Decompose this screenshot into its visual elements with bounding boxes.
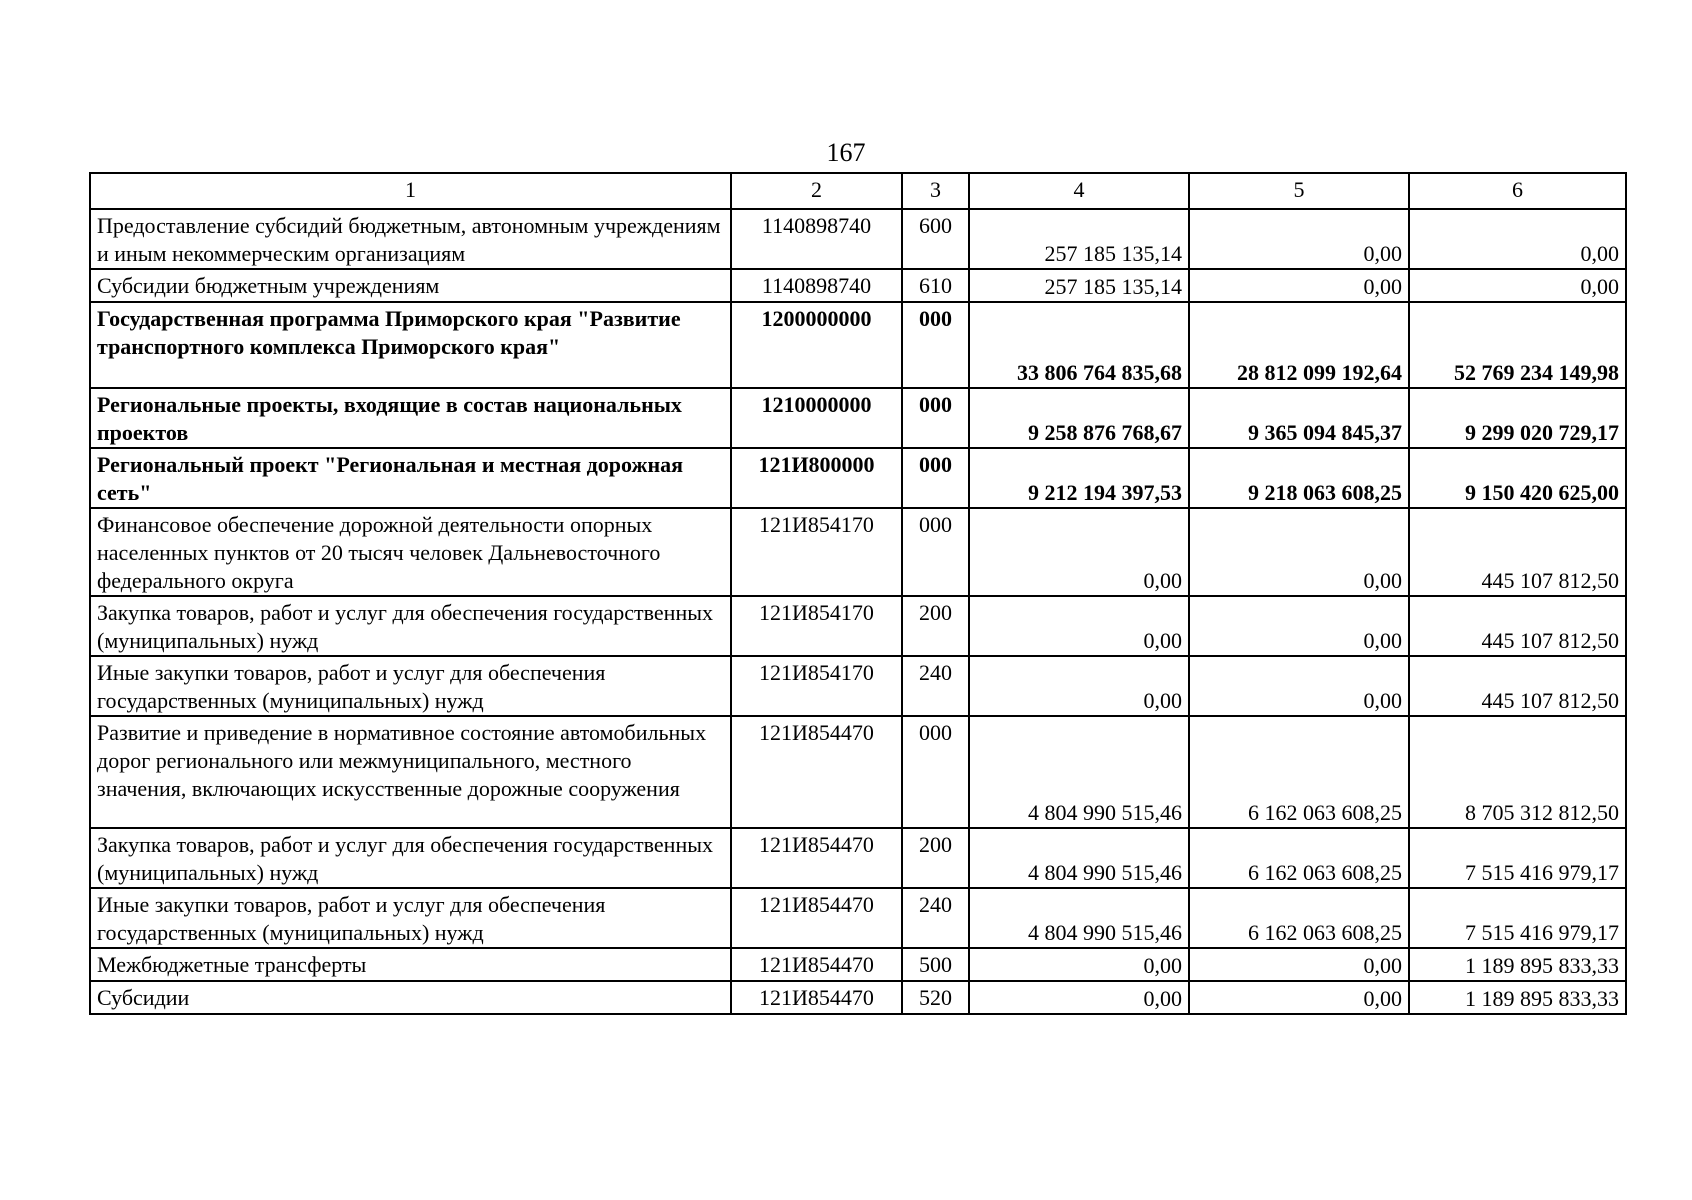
row-amount-col4-cell: 0,00	[969, 981, 1189, 1014]
row-code-cell: 1200000000	[731, 302, 902, 388]
row-type-cell: 240	[902, 888, 969, 948]
row-name-cell: Иные закупки товаров, работ и услуг для обеспечения государственных (муниципальных) нужд	[90, 656, 731, 716]
row-name-cell: Закупка товаров, работ и услуг для обеспечения государственных (муниципальных) нужд	[90, 828, 731, 888]
row-amount-col4-cell: 4 804 990 515,46	[969, 716, 1189, 828]
table-row	[90, 828, 1626, 888]
column-header: 3	[902, 173, 969, 209]
row-name-cell: Субсидии	[90, 981, 731, 1014]
row-amount-col5-cell: 6 162 063 608,25	[1189, 888, 1409, 948]
column-header: 2	[731, 173, 902, 209]
row-amount-col4-cell: 9 212 194 397,53	[969, 448, 1189, 508]
row-amount-col6-cell: 8 705 312 812,50	[1409, 716, 1626, 828]
row-amount-col5-cell: 6 162 063 608,25	[1189, 828, 1409, 888]
table-row	[90, 716, 1626, 828]
column-header: 6	[1409, 173, 1626, 209]
row-amount-col4-cell: 4 804 990 515,46	[969, 828, 1189, 888]
table-row	[90, 656, 1626, 716]
row-code-cell: 1140898740	[731, 209, 902, 269]
row-amount-col5-cell: 28 812 099 192,64	[1189, 302, 1409, 388]
row-amount-col5-cell: 9 218 063 608,25	[1189, 448, 1409, 508]
header-row	[90, 173, 1626, 209]
page-number: 167	[826, 138, 866, 167]
row-amount-col6-cell: 7 515 416 979,17	[1409, 828, 1626, 888]
row-amount-col6-cell: 52 769 234 149,98	[1409, 302, 1626, 388]
row-name-cell: Региональный проект "Региональная и местная дорожная сеть"	[90, 448, 731, 508]
row-amount-col6-cell: 9 299 020 729,17	[1409, 388, 1626, 448]
table-row	[90, 596, 1626, 656]
row-amount-col4-cell: 0,00	[969, 656, 1189, 716]
column-header: 5	[1189, 173, 1409, 209]
row-name-cell: Закупка товаров, работ и услуг для обеспечения государственных (муниципальных) нужд	[90, 596, 731, 656]
row-amount-col6-cell: 1 189 895 833,33	[1409, 981, 1626, 1014]
row-type-cell: 200	[902, 828, 969, 888]
row-code-cell: 121И854470	[731, 981, 902, 1014]
row-amount-col6-cell: 0,00	[1409, 209, 1626, 269]
row-type-cell: 000	[902, 388, 969, 448]
row-type-cell: 000	[902, 508, 969, 596]
row-amount-col6-cell: 0,00	[1409, 269, 1626, 302]
row-type-cell: 500	[902, 948, 969, 981]
table-row	[90, 948, 1626, 981]
row-amount-col6-cell: 445 107 812,50	[1409, 508, 1626, 596]
row-amount-col4-cell: 257 185 135,14	[969, 269, 1189, 302]
row-name-cell: Предоставление субсидий бюджетным, автономным учреждениям и иным некоммерческим организациям	[90, 209, 731, 269]
row-name-cell: Развитие и приведение в нормативное состояние автомобильных дорог регионального или межмуниципального, местного значения, включающих искусственные дорожные сооружения	[90, 716, 731, 828]
row-name-cell: Межбюджетные трансферты	[90, 948, 731, 981]
row-amount-col6-cell: 1 189 895 833,33	[1409, 948, 1626, 981]
table-row	[90, 302, 1626, 388]
row-amount-col4-cell: 0,00	[969, 948, 1189, 981]
row-amount-col5-cell: 0,00	[1189, 981, 1409, 1014]
budget-table	[89, 172, 1627, 1015]
table-body	[90, 209, 1626, 1014]
row-name-cell: Финансовое обеспечение дорожной деятельности опорных населенных пунктов от 20 тысяч человек Дальневосточного федерального округа	[90, 508, 731, 596]
row-amount-col4-cell: 0,00	[969, 508, 1189, 596]
row-code-cell: 121И854470	[731, 716, 902, 828]
row-type-cell: 520	[902, 981, 969, 1014]
row-type-cell: 240	[902, 656, 969, 716]
row-amount-col5-cell: 0,00	[1189, 209, 1409, 269]
row-amount-col4-cell: 33 806 764 835,68	[969, 302, 1189, 388]
row-code-cell: 1140898740	[731, 269, 902, 302]
row-amount-col6-cell: 445 107 812,50	[1409, 656, 1626, 716]
table-row	[90, 888, 1626, 948]
row-code-cell: 121И854470	[731, 888, 902, 948]
row-name-cell: Субсидии бюджетным учреждениям	[90, 269, 731, 302]
row-amount-col5-cell: 9 365 094 845,37	[1189, 388, 1409, 448]
row-amount-col5-cell: 0,00	[1189, 656, 1409, 716]
row-name-cell: Иные закупки товаров, работ и услуг для обеспечения государственных (муниципальных) нужд	[90, 888, 731, 948]
table-row	[90, 269, 1626, 302]
row-code-cell: 121И854470	[731, 828, 902, 888]
row-type-cell: 600	[902, 209, 969, 269]
row-amount-col5-cell: 0,00	[1189, 948, 1409, 981]
row-code-cell: 121И854170	[731, 508, 902, 596]
row-amount-col6-cell: 7 515 416 979,17	[1409, 888, 1626, 948]
table-row	[90, 388, 1626, 448]
table-row	[90, 448, 1626, 508]
row-amount-col5-cell: 0,00	[1189, 596, 1409, 656]
row-amount-col4-cell: 0,00	[969, 596, 1189, 656]
row-type-cell: 200	[902, 596, 969, 656]
row-code-cell: 121И854170	[731, 656, 902, 716]
column-header: 4	[969, 173, 1189, 209]
row-name-cell: Государственная программа Приморского края "Развитие транспортного комплекса Приморского края"	[90, 302, 731, 388]
table-row	[90, 209, 1626, 269]
row-amount-col5-cell: 0,00	[1189, 508, 1409, 596]
row-type-cell: 000	[902, 716, 969, 828]
row-name-cell: Региональные проекты, входящие в состав национальных проектов	[90, 388, 731, 448]
row-code-cell: 1210000000	[731, 388, 902, 448]
row-amount-col5-cell: 0,00	[1189, 269, 1409, 302]
row-code-cell: 121И854170	[731, 596, 902, 656]
row-type-cell: 000	[902, 448, 969, 508]
row-amount-col5-cell: 6 162 063 608,25	[1189, 716, 1409, 828]
row-amount-col4-cell: 257 185 135,14	[969, 209, 1189, 269]
table-row	[90, 508, 1626, 596]
row-code-cell: 121И854470	[731, 948, 902, 981]
row-amount-col4-cell: 4 804 990 515,46	[969, 888, 1189, 948]
row-amount-col4-cell: 9 258 876 768,67	[969, 388, 1189, 448]
row-code-cell: 121И800000	[731, 448, 902, 508]
row-amount-col6-cell: 9 150 420 625,00	[1409, 448, 1626, 508]
table-row	[90, 981, 1626, 1014]
row-amount-col6-cell: 445 107 812,50	[1409, 596, 1626, 656]
row-type-cell: 610	[902, 269, 969, 302]
column-header: 1	[90, 173, 731, 209]
row-type-cell: 000	[902, 302, 969, 388]
